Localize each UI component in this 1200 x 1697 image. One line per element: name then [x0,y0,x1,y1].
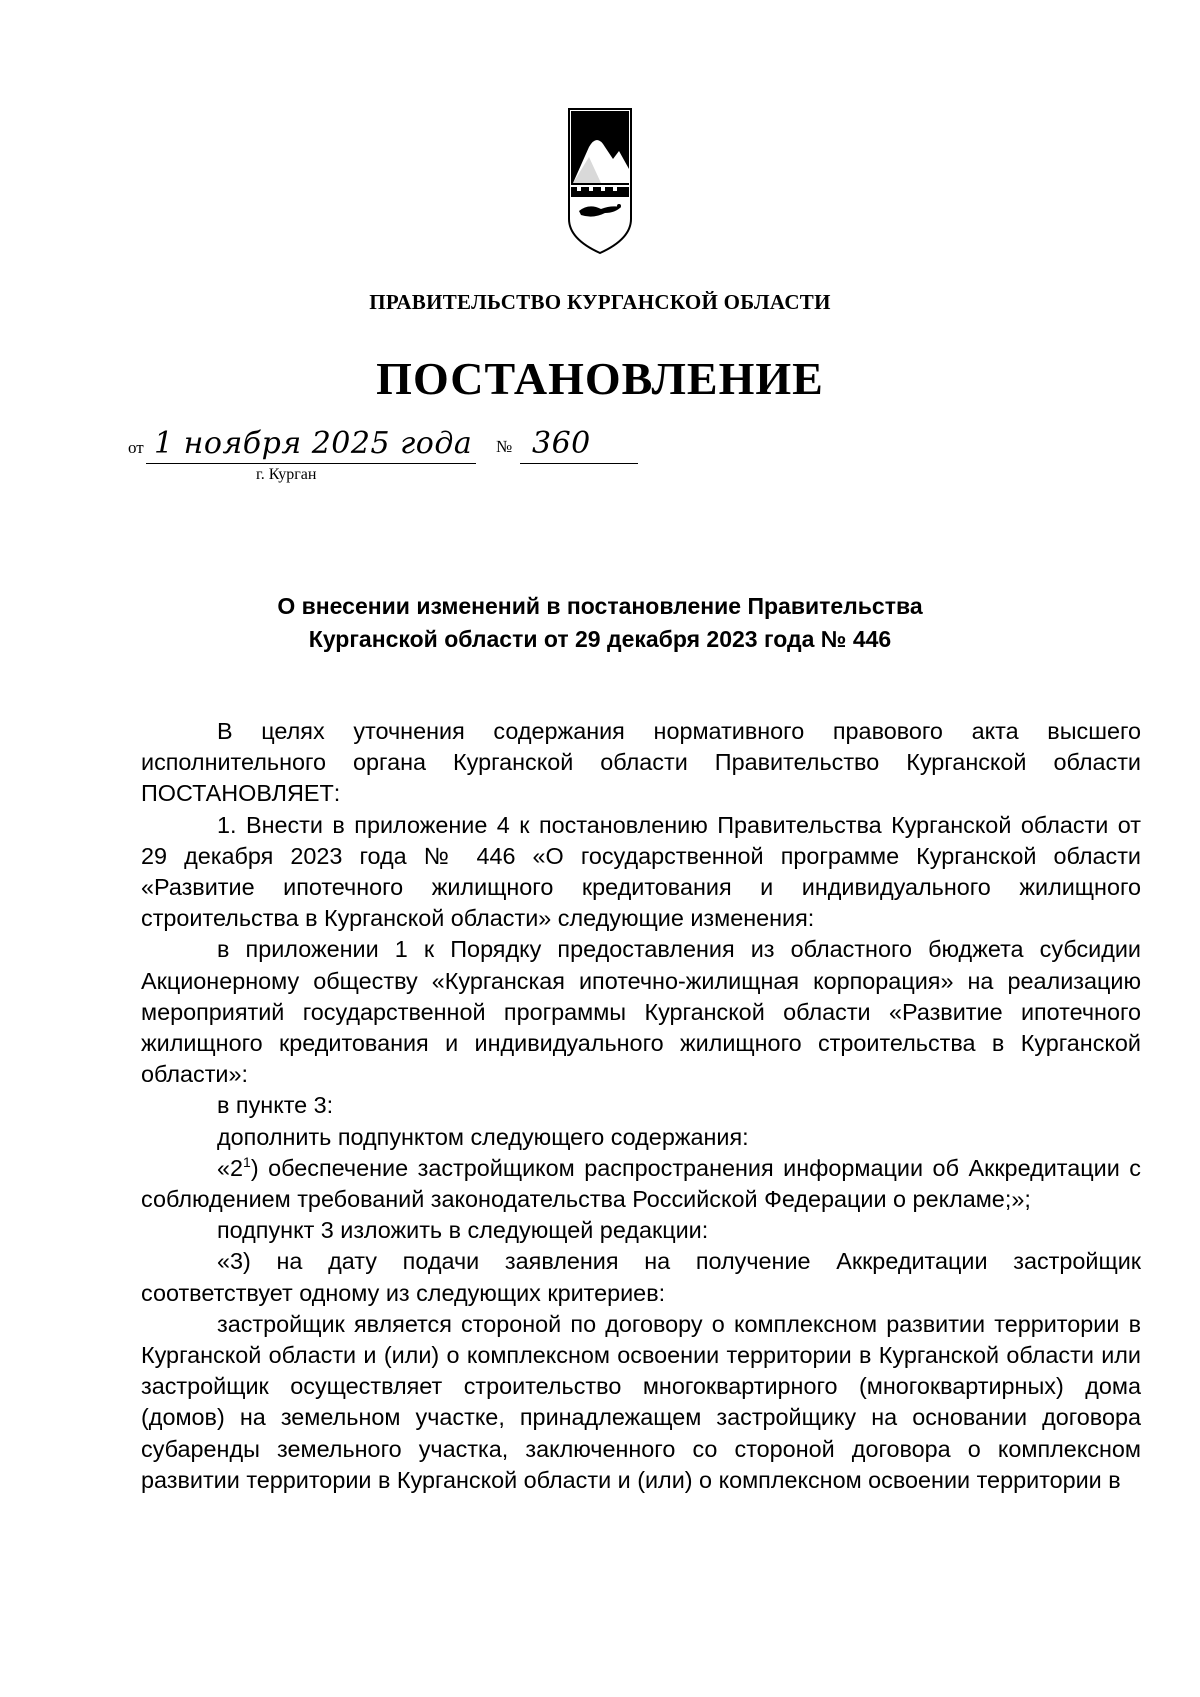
subject-line-2: Курганской области от 29 декабря 2023 года № 446 [308,626,892,652]
handwritten-number: 360 [532,426,591,461]
body-paragraph: В целях уточнения содержания нормативного правового акта высшего исполнительного органа Курганской области Правительство Курганской области ПОСТАНОВЛЯЕТ: [141,718,1141,807]
number-label: № [496,437,513,456]
body-paragraph: дополнить подпунктом следующего содержания: [217,1123,749,1150]
body-paragraph-subclause [141,1153,1141,1215]
subject-line-1: О внесении изменений в постановление Правительства [277,593,923,619]
body-paragraph: подпункт 3 изложить в следующей редакции: [217,1217,709,1244]
city-label: г. Курган [256,466,317,483]
subclause-superscript: 1 [243,1154,251,1171]
document-type-title: ПОСТАНОВЛЕНИЕ [376,353,824,404]
subclause-text: ) обеспечение застройщиком распространения информации об Аккредитации с соблюдением требований законодательства Российской Федерации о рекламе;»; [141,1154,1141,1213]
subclause-open: «2 [217,1154,244,1181]
date-underline [146,463,476,464]
body-paragraph: застройщик является стороной по договору о комплексном развитии территории в Курганской области и (или) о комплексном освоении территории в Курганской области или застройщик осуществляет строительство многоквартирного (многоквартирных) дома (домов) на земельном участке, принадлежащем застройщику на основании договора субаренды земельного участка, заключенного со стороной договора о комплексном развитии территории в Курганской области и (или) о комплексном освоении территории в [141,1310,1141,1493]
date-number-block [118,420,638,500]
date-from-label: от [128,438,144,457]
coat-of-arms-emblem [567,107,633,255]
handwritten-date: 1 ноября 2025 года [154,426,473,461]
body-paragraph: в приложении 1 к Порядку предоставления из областного бюджета субсидии Акционерному обществу «Курганская ипотечно-жилищная корпорация» на реализацию мероприятий государственной программы Курганской области «Развитие ипотечного жилищного кредитования и индивидуального жилищного строительства в Курганской области»: [141,936,1141,1088]
body-paragraph: в пункте 3: [217,1092,334,1119]
number-underline [520,463,638,464]
government-name: ПРАВИТЕЛЬСТВО КУРГАНСКОЙ ОБЛАСТИ [369,290,831,314]
body-paragraph: «3) на дату подачи заявления на получение Аккредитации застройщик соответствует одному из следующих критериев: [141,1248,1141,1306]
document-body [141,716,1141,1496]
body-paragraph: 1. Внести в приложение 4 к постановлению Правительства Курганской области от 29 декабря 2023 года № 446 «О государственной программе Курганской области «Развитие ипотечного жилищного кредитования и индивидуального жилищного строительства в Курганской области» следующие изменения: [141,811,1141,932]
document-subject [0,590,1200,656]
